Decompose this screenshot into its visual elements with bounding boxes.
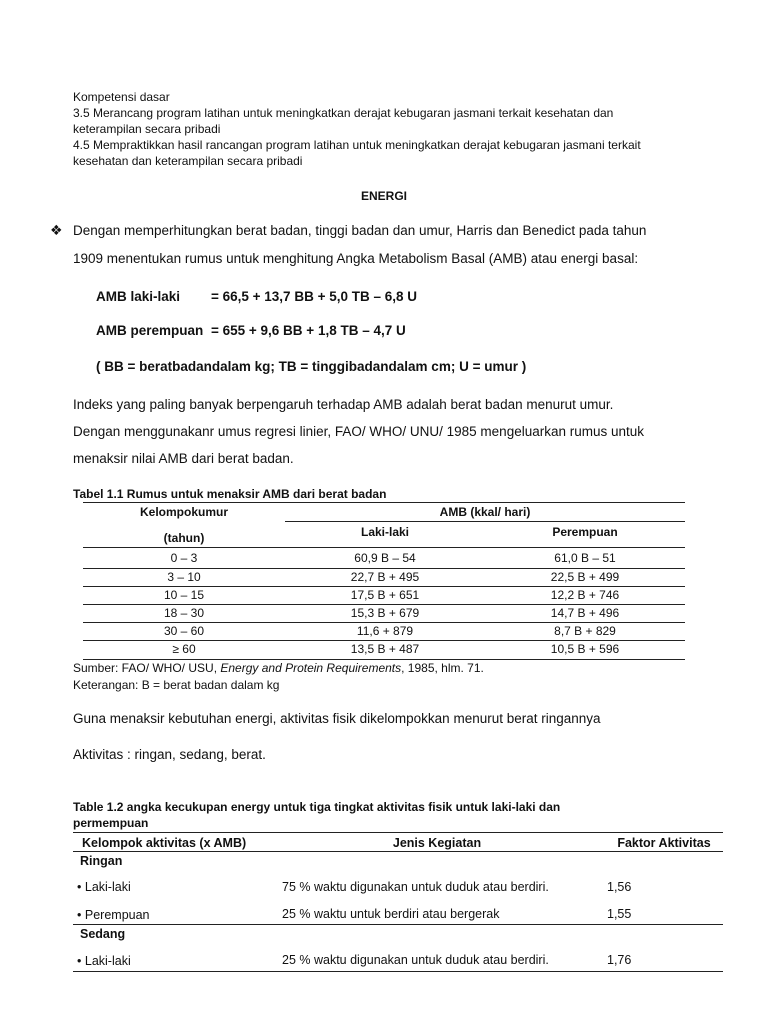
- table1-cell-male: 17,5 B + 651: [350, 588, 420, 602]
- table1-cell-female: 8,7 B + 829: [554, 624, 616, 638]
- table1-rule: [83, 568, 685, 569]
- table2-rule: [73, 851, 723, 852]
- formula-male: = 66,5 + 13,7 BB + 5,0 TB – 6,8 U: [211, 289, 417, 304]
- table1-header-age: Kelompokumur: [139, 505, 228, 519]
- table2-rule: [73, 924, 723, 925]
- table2-header-group: Kelompok aktivitas (x AMB): [82, 836, 247, 850]
- table2-row-factor: 1,56: [607, 880, 632, 894]
- table1-note: Keterangan: B = berat badan dalam kg: [73, 678, 280, 692]
- table1-cell-female: 22,5 B + 499: [550, 570, 620, 584]
- table1-rule: [83, 622, 685, 623]
- table2-header-factor: Faktor Aktivitas: [617, 836, 711, 850]
- table2-row-label: [77, 879, 131, 895]
- table1-rule: [83, 502, 685, 503]
- bullet-dot-icon: •: [77, 908, 82, 922]
- table2-header-activity: Jenis Kegiatan: [392, 836, 482, 850]
- table1-header-age-unit: (tahun): [163, 531, 205, 545]
- table1-header-amb: AMB (kkal/ hari): [439, 505, 531, 519]
- source-title: Energy and Protein Requirements: [220, 661, 402, 675]
- table1-cell-male: 13,5 B + 487: [350, 642, 420, 656]
- table1-cell-female: 61,0 B – 51: [554, 551, 616, 565]
- formula-male-label: AMB laki-laki: [96, 289, 181, 304]
- table1-cell-female: 14,7 B + 496: [550, 606, 620, 620]
- table1-cell-age: 10 – 15: [163, 588, 205, 602]
- table1-rule: [285, 521, 685, 522]
- table1-cell-male: 15,3 B + 679: [350, 606, 420, 620]
- table1-cell-female: 10,5 B + 596: [550, 642, 620, 656]
- intro-line: 1909 menentukan rumus untuk menghitung Angka Metabolism Basal (AMB) atau energi basal:: [73, 251, 639, 266]
- row-label-text: Laki-laki: [84, 880, 131, 894]
- table1-rule: [83, 586, 685, 587]
- table1-cell-age: 0 – 3: [170, 551, 198, 565]
- section-title: ENERGI: [360, 189, 407, 203]
- table2-rule: [73, 971, 723, 972]
- table1-caption: Tabel 1.1 Rumus untuk menaksir AMB dari berat badan: [73, 487, 387, 501]
- row-label-text: Perempuan: [84, 908, 150, 922]
- table2-group-name: Ringan: [80, 854, 123, 868]
- table2-group-name: Sedang: [80, 927, 126, 941]
- table2-row-activity: 75 % waktu digunakan untuk duduk atau berdiri.: [282, 880, 549, 894]
- table1-header-male: Laki-laki: [360, 525, 410, 539]
- formula-legend: ( BB = beratbadandalam kg; TB = tinggibadandalam cm; U = umur ): [96, 359, 527, 374]
- table1-cell-male: 11,6 + 879: [356, 624, 414, 638]
- table2-caption: Table 1.2 angka kecukupan energy untuk tiga tingkat aktivitas fisik untuk laki-laki dan: [73, 800, 561, 814]
- table1-cell-age: 3 – 10: [167, 570, 201, 584]
- intro-line: Dengan memperhitungkan berat badan, tinggi badan dan umur, Harris dan Benedict pada tahun: [73, 223, 647, 238]
- table1-cell-male: 22,7 B + 495: [350, 570, 420, 584]
- activity-levels: Aktivitas : ringan, sedang, berat.: [73, 747, 266, 762]
- table2-row-factor: 1,76: [607, 953, 632, 967]
- kompetensi-line: keterampilan secara pribadi: [73, 122, 221, 136]
- table1-rule: [83, 604, 685, 605]
- table1-cell-age: 30 – 60: [163, 624, 205, 638]
- bullet-dot-icon: •: [77, 880, 82, 894]
- table2-row-label: [77, 953, 131, 969]
- table1-rule: [83, 547, 685, 548]
- source-suffix: , 1985, hlm. 71.: [401, 661, 484, 675]
- table1-cell-female: 12,2 B + 746: [550, 588, 620, 602]
- table2-caption: permempuan: [73, 816, 149, 830]
- row-label-text: Laki-laki: [84, 954, 131, 968]
- table1-source: [73, 660, 484, 676]
- formula-female-label: AMB perempuan: [96, 323, 204, 338]
- kompetensi-line: kesehatan dan keterampilan secara pribadi: [73, 154, 303, 168]
- diamond-bullet-icon: ❖: [50, 222, 63, 238]
- kompetensi-line: 3.5 Merancang program latihan untuk meningkatkan derajat kebugaran jasmani terkait kesehatan dan: [73, 106, 614, 120]
- paragraph-line: Dengan menggunakanr umus regresi linier, FAO/ WHO/ UNU/ 1985 mengeluarkan rumus untuk: [73, 424, 645, 439]
- paragraph-line: menaksir nilai AMB dari berat badan.: [73, 451, 294, 466]
- table2-row-factor: 1,55: [607, 907, 632, 921]
- source-prefix: Sumber: FAO/ WHO/ USU,: [73, 661, 221, 675]
- table1-rule: [83, 640, 685, 641]
- table1-cell-age: 18 – 30: [163, 606, 205, 620]
- table1-cell-male: 60,9 B – 54: [354, 551, 416, 565]
- paragraph-line: Indeks yang paling banyak berpengaruh terhadap AMB adalah berat badan menurut umur.: [73, 397, 614, 412]
- table1-cell-age: ≥ 60: [172, 642, 196, 656]
- table2-row-activity: 25 % waktu untuk berdiri atau bergerak: [282, 907, 500, 921]
- bullet-dot-icon: •: [77, 954, 82, 968]
- table2-row-label: [77, 907, 150, 923]
- table2-row-activity: 25 % waktu digunakan untuk duduk atau berdiri.: [282, 953, 549, 967]
- formula-female: = 655 + 9,6 BB + 1,8 TB – 4,7 U: [211, 323, 406, 338]
- kompetensi-line: 4.5 Mempraktikkan hasil rancangan program latihan untuk meningkatkan derajat kebugaran jasmani terkait: [73, 138, 641, 152]
- kompetensi-heading: Kompetensi dasar: [73, 90, 170, 104]
- activity-paragraph: Guna menaksir kebutuhan energi, aktivitas fisik dikelompokkan menurut berat ringannya: [73, 711, 601, 726]
- table1-header-female: Perempuan: [552, 525, 618, 539]
- table2-rule: [73, 832, 723, 833]
